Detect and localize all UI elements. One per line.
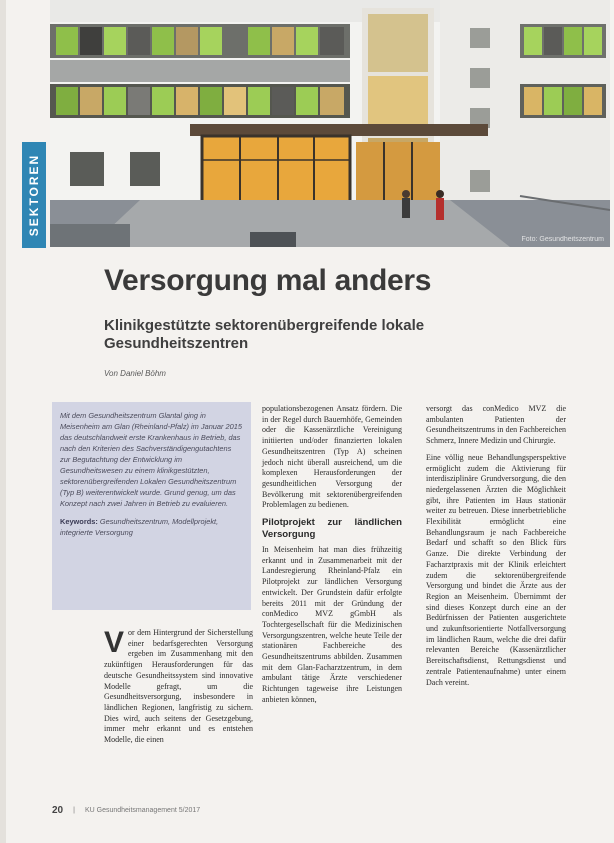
- article-subheadline: Klinikgestützte sektorenübergreifende lokale Gesundheitszentren: [104, 317, 425, 352]
- section-tab: [22, 142, 46, 248]
- building-photo-illustration: [50, 0, 610, 247]
- page-footer: [52, 805, 200, 816]
- section-label: SEKTOREN: [27, 153, 41, 237]
- journal-name: KU Gesundheitsmanagement 5/2017: [84, 807, 201, 814]
- photo-credit: Foto: Gesundheitszentrum: [521, 236, 604, 243]
- article-byline: Von Daniel Böhm: [104, 369, 166, 378]
- abstract-box: [52, 402, 251, 610]
- article-headline: Versorgung mal anders: [104, 264, 432, 297]
- page-number: 20: [52, 805, 64, 816]
- column-2-paragraph-2: In Meisenheim hat man dies frühzeitig erkannt und in Zusammenarbeit mit der Landesregierung Rheinland-Pfalz ein Pilotprojekt zur ländlichen Versorgung entwickelt. Der Grundstein dafür erfolgte bereits 2011 mit der Gründung der conMedico MVZ gGmbH als Tochtergesellschaft für die Medizinischen Versorgungszentren, welche heute Teile der stationären Fachbereiche des Gesundheitszentrums abbilden. Zusammen mit dem Glan-Facharztzentrum, in dem ambulant tätige Ärzte verschiedener Richtungen tageweise ihre Leistungen anbieten können,: [262, 545, 402, 704]
- keywords-label: Keywords:: [60, 517, 98, 526]
- body-column-3: [426, 404, 566, 694]
- column-2-paragraph-1: populationsbezogenen Ansatz fördern. Die in der Regel durch Bauernhöfe, Gemeinden oder die Kassenärztliche Vereinigung initiierten und/oder finanzierten lokalen Gesundheitszentren (Typ A) scheinen jedoch nicht überall ausreichend, um die komplexen Herausforderungen der gesundheitlichen Versorgung der Bevölkerung mit sektorenübergreifenden Problemlagen zu bedienen.: [262, 404, 402, 510]
- abstract-text: Mit dem Gesundheitszentrum Glantal ging in Meisenheim am Glan (Rheinland-Pfalz) im Januar 2015 das deutschlandweit erste Krankenhaus in Betrieb, das nach den Kriterien des Sachverständigengutachtens zur Begutachtung der Entwicklung im Gesundheitswesen zu einem klinikgestützten, sektorenübergreifenden Lokalen Gesundheitszentrum (Typ B) weiterentwickelt wurde. Grund genug, um das Konzept nach zwei Jahren in Betrieb zu evaluieren.: [60, 411, 242, 508]
- footer-separator: |: [73, 807, 75, 814]
- page-edge: [0, 0, 6, 843]
- section-subhead: Pilotprojekt zur ländlichen Versorgung: [262, 517, 402, 541]
- column-1-text: or dem Hintergrund der Sicherstellung einer bedarfsgerechten Versorgung ergeben im Zusammenhang mit den zukünftigen Herausforderungen für das deutsche Gesundheitssystem sind innovative Modelle gefragt, um die Gesundheitsversorgung, insbesondere in ländlichen Regionen, langfristig zu sichern. Dies wird, auch seitens der Gesetzgebung, immer mehr erkannt und es entstehen Modelle, die einen: [104, 628, 253, 745]
- header-photo: [50, 0, 610, 247]
- column-3-paragraph-2: Eine völlig neue Behandlungsperspektive ermöglicht zudem die Aktivierung für interdisziplinäre Grundversorgung, die den niedergelassenen Ärzten die Möglichkeit gibt, ihre Patienten im Haus stationär weiter zu betreuen. Diese innerbetriebliche Flexibilität ermöglicht eine Behandlungsraum je nach Fachbereiche Bedarf und schafft so den Blick fürs Ganze. Die direkte Verbindung der Facharztpraxis mit der Klinik erleichtert zudem die sektorenübergreifende Versorgung und bindet die Ärzte aus der Region an Meisenheim. Übernimmt der sind dieses Konzept durch eine an der Bedürfnissen der Patienten ausgerichtete und zukunftsorientierte Notfallversorgung im ländlichen Raum, welche die drei dafür relevanten Bereiche (Kassenärztlicher Bereitschaftsdienst, Rettungsdienst und zentrale Patientenaufnahme) unter einem Dach vereint.: [426, 452, 566, 687]
- keywords-line: [60, 516, 243, 538]
- body-column-1: [104, 628, 253, 746]
- column-3-paragraph-1: versorgt das conMedico MVZ die ambulanten Patienten der Gesundheitszentrums in den Fachbereichen Schmerz, Innere Medizin und Chirurgie.: [426, 404, 566, 446]
- keywords-text: Gesundheitszentrum, Modellprojekt, integrierte Versorgung: [60, 517, 219, 537]
- drop-cap: V: [104, 626, 125, 659]
- body-column-2: [262, 404, 402, 712]
